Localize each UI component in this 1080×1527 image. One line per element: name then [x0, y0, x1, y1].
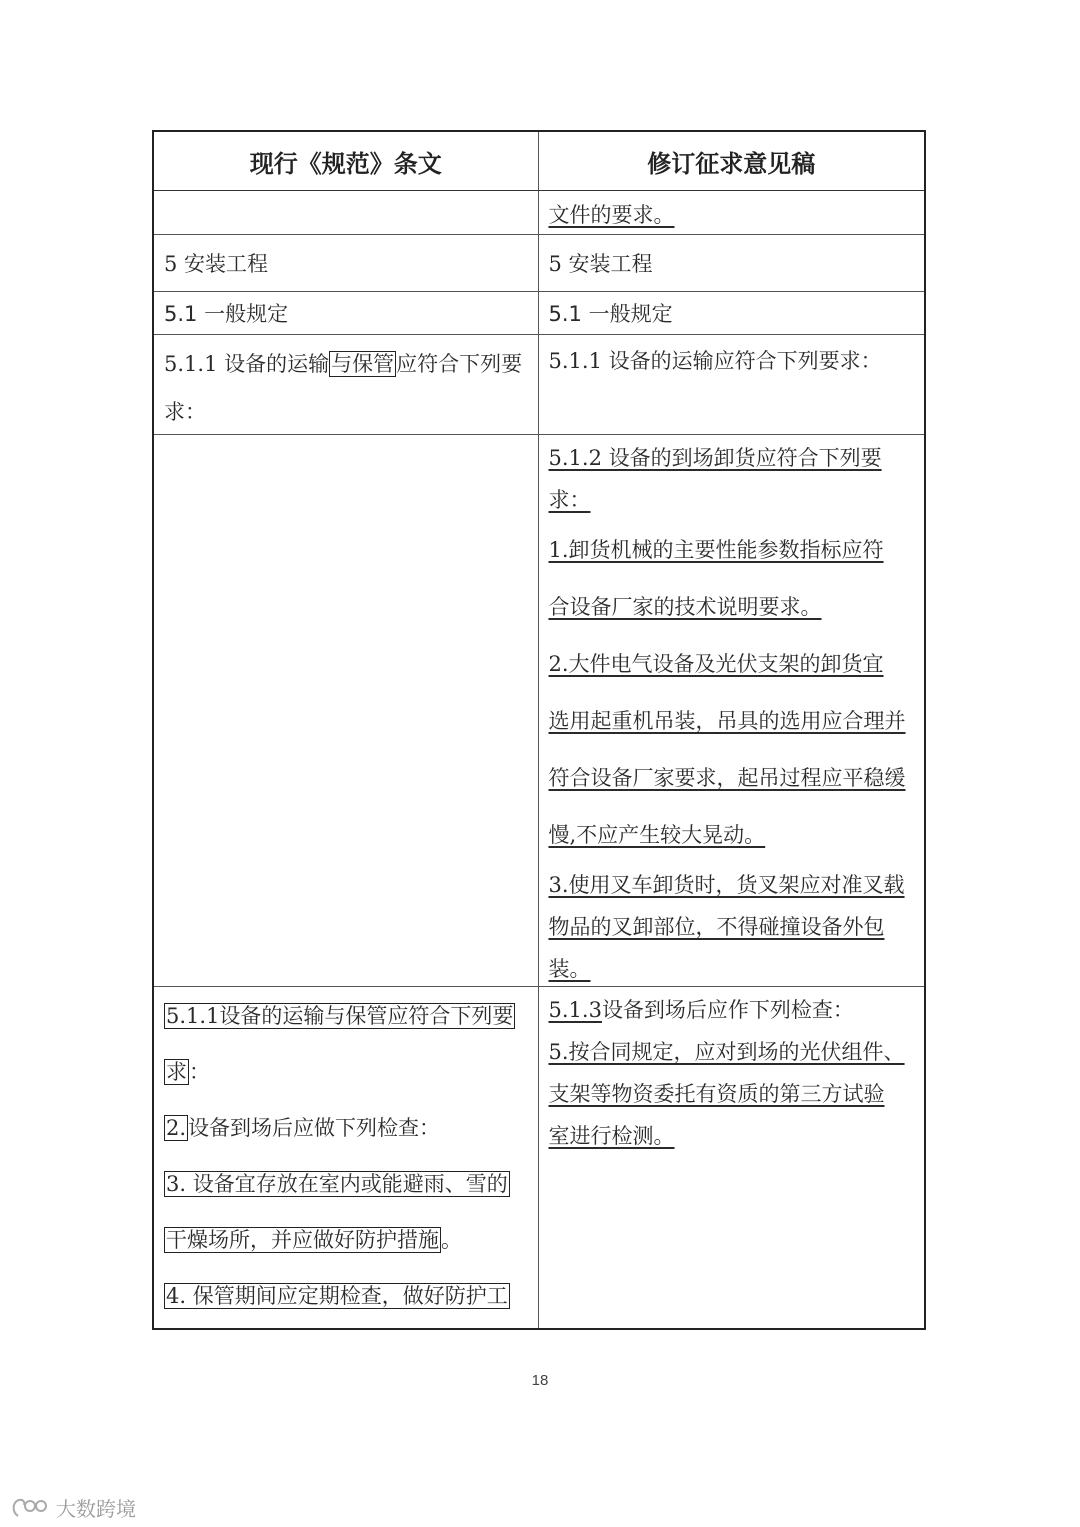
cell-left — [153, 335, 538, 435]
clause-line: 慢,不应产生较大晃动。 — [548, 823, 766, 847]
clause-number: 5.1 — [548, 302, 582, 326]
deleted-text-box: 5.1.1设备的运输与保管应符合下列要 — [166, 1004, 514, 1028]
clause-title: 一般规定 — [588, 302, 673, 326]
revised-clause-block — [549, 995, 915, 1151]
page-number: 18 — [531, 1372, 549, 1389]
deleted-text-box: 干燥场所，并应做好防护措施 — [166, 1228, 439, 1252]
clause-line: 1.卸货机械的主要性能参数指标应符 — [548, 538, 884, 562]
clause-line — [164, 1281, 530, 1311]
watermark-text: 大数跨境 — [56, 1497, 136, 1521]
cell-left-deleted-clause — [153, 987, 538, 1329]
clause-line: 合设备厂家的技术说明要求。 — [548, 595, 822, 619]
cell-right — [538, 335, 925, 435]
clause-line: 2.设备到场后应做下列检查： — [166, 1116, 441, 1140]
cell-left-empty — [153, 191, 538, 235]
table-row — [153, 987, 925, 1329]
table-row — [153, 235, 925, 292]
cell-left-empty — [153, 435, 538, 987]
clause-line: 5.1.1 设备的运输应符合下列要求： — [548, 349, 882, 373]
cell-right — [538, 292, 925, 335]
clause-line: 求： — [166, 1060, 210, 1084]
clause-title: 一般规定 — [204, 302, 289, 326]
section-heading: 5 安装工程 — [164, 252, 269, 276]
clause-number: 5.1 — [164, 302, 198, 326]
header-row — [153, 131, 925, 191]
clause-line: 装。 — [548, 957, 591, 981]
clause-line: 物品的叉卸部位，不得碰撞设备外包 — [548, 915, 885, 939]
deleted-text-box: 求 — [166, 1060, 187, 1084]
deleted-text-box: 4. 保管期间应定期检查，做好防护工 — [166, 1284, 508, 1308]
clause-line: 支架等物资委托有资质的第三方试验 — [548, 1082, 885, 1106]
cell-right-added-clause — [538, 435, 925, 987]
deleted-text-box: 与保管 — [331, 352, 395, 376]
clause-line: 求： — [164, 400, 206, 424]
comparison-table — [152, 130, 926, 1330]
clause-line: 符合设备厂家要求，起吊过程应平稳缓 — [548, 766, 906, 790]
deleted-clause-block — [164, 1001, 530, 1311]
added-clause-block — [549, 443, 915, 984]
cell-right — [538, 987, 925, 1329]
table-row — [153, 191, 925, 235]
cell-left — [153, 235, 538, 292]
revision-text: 文件的要求。 — [548, 203, 675, 227]
cell-left — [153, 292, 538, 335]
cell-right — [538, 235, 925, 292]
clause-line: 2.大件电气设备及光伏支架的卸货宜 — [548, 652, 884, 676]
clause-line: 5.1.3设备到场后应作下列检查： — [548, 998, 854, 1022]
clause-line: 5.1.2 设备的到场卸货应符合下列要 — [548, 446, 882, 470]
header-revision-draft: 修订征求意见稿 — [538, 131, 925, 191]
clause-line: 3.使用叉车卸货时，货叉架应对准叉载 — [548, 873, 905, 897]
clause-line: 干燥场所，并应做好防护措施。 — [166, 1228, 462, 1252]
section-heading: 5 安装工程 — [548, 252, 653, 276]
clause-line: 求： — [548, 488, 591, 512]
clause-line — [164, 1001, 530, 1031]
table-row — [153, 335, 925, 435]
deleted-text-box: 2. — [166, 1116, 187, 1140]
watermark-logo-icon — [10, 1496, 50, 1520]
cell-right — [538, 191, 925, 235]
clause-line: 室进行检测。 — [548, 1124, 675, 1148]
watermark — [10, 1493, 136, 1522]
clause-line: 选用起重机吊装，吊具的选用应合理并 — [548, 709, 906, 733]
table-row — [153, 435, 925, 987]
clause-line — [164, 1169, 530, 1199]
header-current-spec: 现行《规范》条文 — [153, 131, 538, 191]
table-row — [153, 292, 925, 335]
clause-line: 5.1.1 设备的运输与保管应符合下列要 — [164, 352, 523, 376]
deleted-text-box: 3. 设备宜存放在室内或能避雨、雪的 — [166, 1172, 508, 1196]
clause-line: 5.按合同规定，应对到场的光伏组件、 — [548, 1040, 905, 1064]
